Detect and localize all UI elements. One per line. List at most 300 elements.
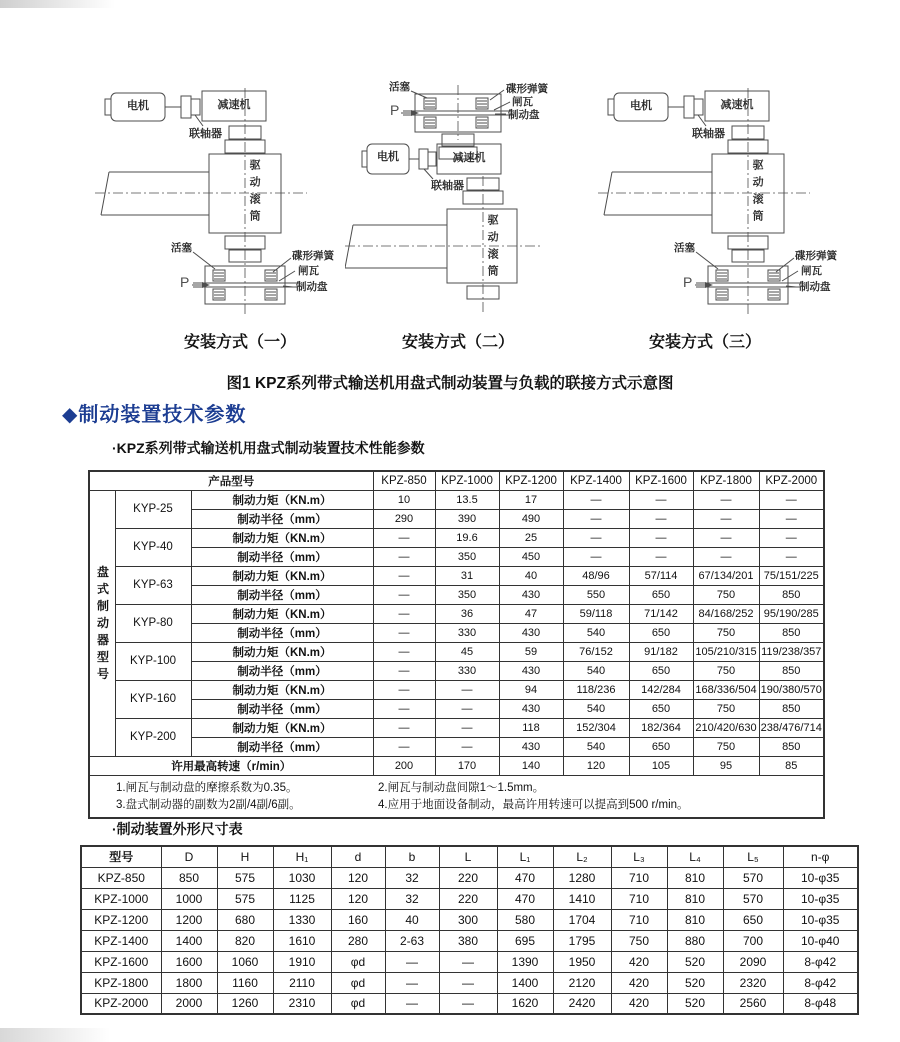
value-cell: 120 [331,888,385,909]
column-header: L₅ [723,846,783,867]
notes [116,781,815,813]
table-row [89,585,824,604]
dimension-table [80,845,859,1015]
value-cell: 850 [759,585,824,604]
value-cell: 1280 [553,867,611,888]
model-name: KYP-80 [115,604,191,642]
value-cell: 430 [499,699,563,718]
value-cell: 490 [499,509,563,528]
value-cell: — [439,993,497,1014]
column-header: KPZ-1800 [693,471,759,490]
value-cell: 380 [439,930,497,951]
value-cell: 220 [439,888,497,909]
value-cell: 13.5 [435,490,499,509]
table-row [89,699,824,718]
value-cell: 2090 [723,951,783,972]
diagram-caption-3: 安装方式（三） [648,334,761,351]
model-name: KPZ-1600 [81,951,161,972]
notes-cell [89,775,824,818]
motor-label: 电机 [377,151,399,163]
value-cell: 1125 [273,888,331,909]
value-cell: 32 [385,888,439,909]
value-cell: 19.6 [435,528,499,547]
value-cell: 1030 [273,867,331,888]
value-cell: 750 [693,623,759,642]
value-cell: — [693,509,759,528]
column-header: L [439,846,497,867]
reducer-label: 减速机 [217,99,251,111]
table-row [81,972,858,993]
value-cell: 85 [759,756,824,775]
value-cell: 238/476/714 [759,718,824,737]
value-cell: — [629,509,693,528]
column-header: KPZ-1400 [563,471,629,490]
value-cell: — [435,680,499,699]
value-cell: 1704 [553,909,611,930]
speed-label: 许用最高转速（r/min） [89,756,373,775]
value-cell: — [373,585,435,604]
scan-shadow-top-left [0,0,115,8]
value-cell: 650 [723,909,783,930]
torque-label: 制动力矩（KN.m） [191,528,373,547]
value-cell: 1160 [217,972,273,993]
value-cell: 1610 [273,930,331,951]
value-cell: 1800 [161,972,217,993]
value-cell: — [759,490,824,509]
model-name: KPZ-1800 [81,972,161,993]
radius-label: 制动半径（mm） [191,585,373,604]
radius-label: 制动半径（mm） [191,509,373,528]
value-cell: 142/284 [629,680,693,699]
radius-label: 制动半径（mm） [191,547,373,566]
brake-shoe-label: 闸瓦 [298,265,319,277]
value-cell: 2560 [723,993,783,1014]
column-header: KPZ-2000 [759,471,824,490]
value-cell: — [439,951,497,972]
value-cell: 190/380/570 [759,680,824,699]
value-cell: 140 [499,756,563,775]
value-cell: 67/134/201 [693,566,759,585]
value-cell: 430 [499,661,563,680]
value-cell: 1410 [553,888,611,909]
value-cell: — [373,718,435,737]
value-cell: — [563,547,629,566]
value-cell: 32 [385,867,439,888]
value-cell: 650 [629,699,693,718]
value-cell: 850 [759,699,824,718]
value-cell: 220 [439,867,497,888]
value-cell: — [759,509,824,528]
value-cell: 750 [693,661,759,680]
value-cell: — [629,528,693,547]
value-cell: 350 [435,547,499,566]
value-cell: 850 [759,661,824,680]
value-cell: 1000 [161,888,217,909]
value-cell: — [563,509,629,528]
radius-label: 制动半径（mm） [191,699,373,718]
column-header: d [331,846,385,867]
value-cell: 91/182 [629,642,693,661]
value-cell: 650 [629,623,693,642]
value-cell: 8-φ42 [783,951,858,972]
value-cell: 170 [435,756,499,775]
note-3: 3.盘式制动器的副数为2副/4副/6副。 [116,798,301,811]
value-cell: 95/190/285 [759,604,824,623]
model-name: KYP-100 [115,642,191,680]
performance-table [88,470,825,819]
value-cell: 40 [499,566,563,585]
value-cell: — [385,951,439,972]
value-cell: 59 [499,642,563,661]
value-cell: 520 [667,972,723,993]
value-cell: 810 [667,909,723,930]
value-cell: 700 [723,930,783,951]
value-cell: 750 [693,737,759,756]
model-name: KYP-40 [115,528,191,566]
table-row [81,930,858,951]
value-cell: 210/420/630 [693,718,759,737]
torque-label: 制动力矩（KN.m） [191,490,373,509]
value-cell: — [373,661,435,680]
model-name: KYP-63 [115,566,191,604]
value-cell: 120 [331,867,385,888]
torque-label: 制动力矩（KN.m） [191,566,373,585]
torque-label: 制动力矩（KN.m） [191,642,373,661]
value-cell: 850 [161,867,217,888]
model-name: KYP-200 [115,718,191,756]
value-cell: 2120 [553,972,611,993]
value-cell: — [385,972,439,993]
value-cell: 160 [331,909,385,930]
value-cell: 25 [499,528,563,547]
value-cell: 45 [435,642,499,661]
value-cell: 880 [667,930,723,951]
value-cell: 71/142 [629,604,693,623]
pressure-p-label: P [390,102,400,118]
radius-label: 制动半径（mm） [191,661,373,680]
value-cell: — [435,718,499,737]
value-cell: 182/364 [629,718,693,737]
value-cell: — [439,972,497,993]
value-cell: 750 [693,585,759,604]
value-cell: 430 [499,737,563,756]
value-cell: 850 [759,623,824,642]
value-cell: 330 [435,623,499,642]
value-cell: — [373,642,435,661]
value-cell: — [759,547,824,566]
scan-shadow-bottom-left [0,1028,110,1042]
torque-label: 制动力矩（KN.m） [191,718,373,737]
value-cell: — [759,528,824,547]
section-title-text: 制动装置技术参数 [78,404,247,426]
figure-caption: 图1 KPZ系列带式输送机用盘式制动装置与负载的联接方式示意图 [226,375,674,392]
value-cell: 570 [723,867,783,888]
column-header: KPZ-1600 [629,471,693,490]
pressure-p-label: P [683,274,693,290]
value-cell: — [435,737,499,756]
notes-row [89,775,824,818]
value-cell: 300 [439,909,497,930]
table-row [81,993,858,1014]
value-cell: 17 [499,490,563,509]
note-4: 4.应用于地面设备制动，最高许用转速可以提高到500 r/min。 [378,798,689,811]
installation-diagram-2 [345,82,580,327]
value-cell: 2420 [553,993,611,1014]
coupling-label: 联轴器 [431,180,464,192]
drive-drum-label: 驱动滚筒 [486,214,499,282]
value-cell: 540 [563,699,629,718]
value-cell: 520 [667,993,723,1014]
table-row [89,642,824,661]
value-cell: — [373,528,435,547]
piston-label: 活塞 [674,242,695,254]
value-cell: 76/152 [563,642,629,661]
value-cell: 75/151/225 [759,566,824,585]
value-cell: 695 [497,930,553,951]
column-header: L₂ [553,846,611,867]
value-cell: 750 [611,930,667,951]
value-cell: 1330 [273,909,331,930]
value-cell: 10-φ40 [783,930,858,951]
value-cell: 570 [723,888,783,909]
table-row [89,661,824,680]
value-cell: 8-φ42 [783,972,858,993]
brake-disc-label: 制动盘 [799,281,831,293]
value-cell: — [693,547,759,566]
speed-row [89,756,824,775]
value-cell: 1795 [553,930,611,951]
value-cell: — [373,680,435,699]
column-header: b [385,846,439,867]
value-cell: 57/114 [629,566,693,585]
value-cell: 94 [499,680,563,699]
value-cell: 1950 [553,951,611,972]
brake-disc-label: 制动盘 [508,109,540,121]
value-cell: 10-φ35 [783,888,858,909]
value-cell: — [693,528,759,547]
piston-label: 活塞 [171,242,192,254]
table-row [89,490,824,509]
value-cell: 1260 [217,993,273,1014]
value-cell: 810 [667,867,723,888]
installation-diagram-1 [95,82,340,327]
value-cell: 36 [435,604,499,623]
value-cell: 710 [611,909,667,930]
value-cell: 430 [499,585,563,604]
column-header: L₁ [497,846,553,867]
value-cell: 1910 [273,951,331,972]
value-cell: — [373,604,435,623]
value-cell: — [373,737,435,756]
value-cell: 118 [499,718,563,737]
value-cell: 2310 [273,993,331,1014]
perf-header-row [89,471,824,490]
value-cell: 810 [667,888,723,909]
column-header: 型号 [81,846,161,867]
diamond-bullet-icon: ◆ [62,404,79,426]
value-cell: 1200 [161,909,217,930]
value-cell: — [693,490,759,509]
value-cell: 650 [629,585,693,604]
value-cell: 450 [499,547,563,566]
value-cell: — [373,547,435,566]
table-row [81,909,858,930]
value-cell: 540 [563,737,629,756]
group-label: 盘式制动器型号 [89,490,115,756]
corner-header: 产品型号 [89,471,373,490]
pressure-p-label: P [180,274,190,290]
table-row [89,604,824,623]
motor-label: 电机 [127,100,149,112]
value-cell: 10-φ35 [783,909,858,930]
note-2: 2.闸瓦与制动盘间隙1～1.5mm。 [378,781,545,794]
value-cell: φd [331,972,385,993]
piston-label: 活塞 [389,81,410,93]
value-cell: 390 [435,509,499,528]
value-cell: 31 [435,566,499,585]
value-cell: 350 [435,585,499,604]
value-cell: 48/96 [563,566,629,585]
column-header: H [217,846,273,867]
table-row [89,566,824,585]
value-cell: 290 [373,509,435,528]
motor-label: 电机 [630,100,652,112]
value-cell: 2110 [273,972,331,993]
value-cell: 820 [217,930,273,951]
value-cell: 84/168/252 [693,604,759,623]
value-cell: 420 [611,972,667,993]
model-name: KPZ-2000 [81,993,161,1014]
brake-shoe-label: 闸瓦 [801,265,822,277]
value-cell: 2320 [723,972,783,993]
value-cell: — [373,566,435,585]
column-header: n-φ [783,846,858,867]
performance-table-subtitle: ·KPZ系列带式输送机用盘式制动装置技术性能参数 [112,440,425,456]
value-cell: 40 [385,909,439,930]
column-header: L₃ [611,846,667,867]
table-row [89,737,824,756]
drive-drum-label: 驱动滚筒 [751,159,764,227]
value-cell: 330 [435,661,499,680]
value-cell: 105/210/315 [693,642,759,661]
value-cell: 2-63 [385,930,439,951]
value-cell: 1620 [497,993,553,1014]
value-cell: 580 [497,909,553,930]
value-cell: 95 [693,756,759,775]
reducer-label: 减速机 [452,152,486,164]
value-cell: 152/304 [563,718,629,737]
table-row [89,547,824,566]
model-name: KYP-25 [115,490,191,528]
value-cell: 550 [563,585,629,604]
value-cell: 1060 [217,951,273,972]
column-header: KPZ-1200 [499,471,563,490]
radius-label: 制动半径（mm） [191,623,373,642]
value-cell: — [373,623,435,642]
coupling-label: 联轴器 [189,128,222,140]
model-name: KPZ-1000 [81,888,161,909]
value-cell: 8-φ48 [783,993,858,1014]
dim-header-row [81,846,858,867]
table-row [81,888,858,909]
table-row [89,509,824,528]
value-cell: 520 [667,951,723,972]
diagram-caption-2: 安装方式（二） [401,334,514,351]
value-cell: 1400 [497,972,553,993]
column-header: KPZ-1000 [435,471,499,490]
value-cell: 118/236 [563,680,629,699]
value-cell: 200 [373,756,435,775]
table-row [81,951,858,972]
value-cell: 120 [563,756,629,775]
value-cell: 650 [629,737,693,756]
torque-label: 制动力矩（KN.m） [191,604,373,623]
value-cell: 47 [499,604,563,623]
column-header: KPZ-850 [373,471,435,490]
value-cell: — [385,993,439,1014]
brake-disc-label: 制动盘 [296,281,328,293]
value-cell: 1600 [161,951,217,972]
disc-spring-label: 碟形弹簧 [795,250,837,262]
value-cell: 470 [497,867,553,888]
value-cell: 10 [373,490,435,509]
column-header: L₄ [667,846,723,867]
value-cell: 420 [611,951,667,972]
value-cell: 470 [497,888,553,909]
torque-label: 制动力矩（KN.m） [191,680,373,699]
note-1: 1.闸瓦与制动盘的摩擦系数为0.35。 [116,781,298,794]
value-cell: 650 [629,661,693,680]
dimension-table-subtitle: ·制动装置外形尺寸表 [112,821,243,837]
value-cell: 575 [217,867,273,888]
value-cell: 420 [611,993,667,1014]
diagram-linework [345,82,580,327]
value-cell: — [629,547,693,566]
value-cell: 2000 [161,993,217,1014]
model-name: KPZ-1200 [81,909,161,930]
table-row [89,718,824,737]
model-name: KPZ-850 [81,867,161,888]
value-cell: 1400 [161,930,217,951]
installation-diagram-3 [598,82,843,327]
value-cell: 10-φ35 [783,867,858,888]
column-header: H₁ [273,846,331,867]
disc-spring-label: 碟形弹簧 [506,83,548,95]
value-cell: 168/336/504 [693,680,759,699]
table-row [81,867,858,888]
value-cell: — [373,699,435,718]
brake-shoe-label: 闸瓦 [512,96,533,108]
value-cell: — [563,528,629,547]
value-cell: 59/118 [563,604,629,623]
model-name: KPZ-1400 [81,930,161,951]
disc-spring-label: 碟形弹簧 [292,250,334,262]
table-row [89,528,824,547]
value-cell: 540 [563,623,629,642]
value-cell: 575 [217,888,273,909]
reducer-label: 减速机 [720,99,754,111]
value-cell: 850 [759,737,824,756]
value-cell: 540 [563,661,629,680]
coupling-label: 联轴器 [692,128,725,140]
drive-drum-label: 驱动滚筒 [248,159,261,227]
value-cell: 280 [331,930,385,951]
diagram-caption-1: 安装方式（一） [183,334,296,351]
value-cell: 710 [611,867,667,888]
value-cell: — [629,490,693,509]
value-cell: 430 [499,623,563,642]
value-cell: φd [331,993,385,1014]
